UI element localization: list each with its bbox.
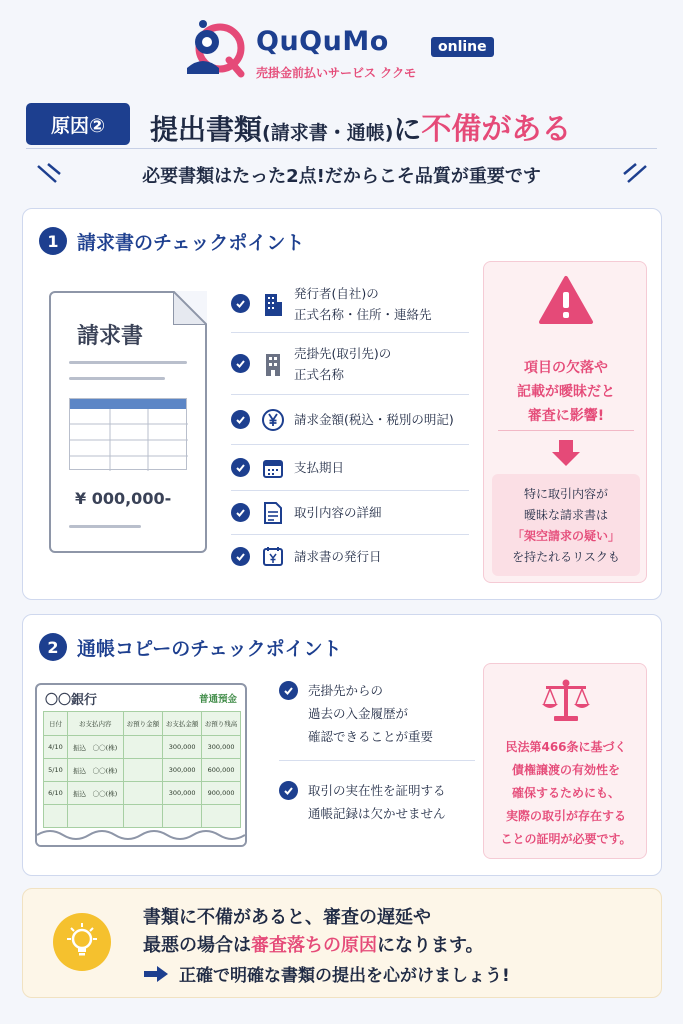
check-line-2: 正式名称 — [294, 366, 345, 382]
law-line-3: 確保するためにも、 — [511, 786, 620, 800]
invoice-amount: ¥ 000,000- — [75, 489, 172, 508]
risk-line-4: を持たれるリスクも — [512, 550, 620, 564]
office-icon — [260, 351, 286, 377]
ququmo-logo-icon — [183, 18, 245, 78]
title-divider — [26, 148, 657, 149]
table-cell — [44, 805, 68, 828]
risk-line-3: 「架空請求の疑い」 — [511, 529, 620, 543]
check-circle-icon — [279, 781, 298, 800]
check-line-1: 売掛先(取引先)の — [294, 345, 392, 361]
check-line-1: 請求書の発行日 — [294, 548, 382, 564]
warning-panel — [483, 261, 647, 583]
table-cell: 4/10 — [44, 736, 68, 759]
invoice-illustration — [49, 291, 207, 553]
section-number: 2 — [39, 633, 67, 661]
warning-line-3: 審査に影響! — [527, 408, 605, 424]
lightbulb-icon — [53, 913, 111, 971]
check-item-amount — [231, 395, 469, 445]
table-header-row — [44, 712, 241, 736]
table-cell: 900,000 — [202, 782, 241, 805]
table-header: お支払金額 — [163, 712, 202, 736]
law-line-4: 実際の取引が存在する — [505, 809, 626, 823]
torn-edge-graphic — [37, 827, 247, 847]
check-line-1: 売掛先からの — [308, 683, 384, 698]
check-circle-icon — [231, 294, 250, 313]
check-item-customer — [231, 333, 469, 395]
check-item-issuer — [231, 275, 469, 333]
summary-line-2-post: になります。 — [377, 935, 484, 956]
table-row — [44, 759, 241, 782]
table-header: 日付 — [44, 712, 68, 736]
building-icon — [260, 291, 286, 317]
invoice-doc-title: 請求書 — [77, 324, 144, 349]
doc-line — [69, 525, 141, 528]
risk-line-1: 特に取引内容が — [523, 487, 608, 501]
table-cell — [202, 805, 241, 828]
invoice-table-graphic — [69, 398, 187, 470]
check-circle-icon — [279, 681, 298, 700]
brand-tagline: 売掛金前払いサービス ククモ — [256, 66, 417, 80]
warning-message — [484, 356, 648, 428]
checklist-divider — [279, 760, 475, 761]
yen-icon — [260, 407, 286, 433]
table-row — [44, 782, 241, 805]
warning-line-1: 項目の欠落や — [524, 360, 608, 376]
table-cell: 振込 〇〇(株) — [67, 736, 123, 759]
summary-line-1: 書類に不備があると、審査の遅延や — [143, 907, 431, 928]
document-icon — [260, 500, 286, 526]
risk-line-2: 曖昧な請求書は — [523, 508, 608, 522]
table-cell: 300,000 — [163, 736, 202, 759]
summary-line-2 — [143, 931, 484, 957]
table-cell — [123, 782, 163, 805]
summary-highlight: 審査落ちの原因 — [251, 935, 377, 956]
check-item-transaction-proof — [279, 779, 475, 825]
passbook-section — [22, 614, 662, 876]
table-cell — [123, 736, 163, 759]
table-cell: 5/10 — [44, 759, 68, 782]
table-row — [44, 805, 241, 828]
check-line-1: 取引の実在性を証明する — [308, 783, 446, 798]
check-line-1: 請求金額(税込・税別の明記) — [294, 412, 454, 427]
table-cell — [123, 759, 163, 782]
law-line-5: ことの証明が必要です。 — [500, 832, 632, 846]
doc-line — [69, 361, 187, 364]
section-title: 通帳コピーのチェックポイント — [77, 637, 342, 660]
law-line-2: 債権譲渡の有効性を — [511, 763, 620, 777]
warning-triangle-icon — [538, 274, 594, 326]
table-row — [44, 736, 241, 759]
legal-note-panel — [483, 663, 647, 859]
table-cell: 300,000 — [163, 782, 202, 805]
check-item-details — [231, 491, 469, 535]
table-cell: 600,000 — [202, 759, 241, 782]
cause-badge: 原因② — [26, 103, 130, 145]
title-connector: に — [393, 113, 422, 146]
page-fold-icon — [173, 291, 207, 325]
check-line-1: 取引内容の詳細 — [294, 505, 382, 520]
brand-badge: online — [431, 37, 494, 57]
arrow-down-icon — [550, 438, 582, 468]
check-item-payment-history — [279, 679, 475, 748]
table-cell — [163, 805, 202, 828]
check-line-2: 正式名称・住所・連絡先 — [294, 306, 432, 322]
check-line-2: 通帳記録は欠かせません — [308, 806, 446, 821]
summary-box — [22, 888, 662, 998]
table-header: お預り残高 — [202, 712, 241, 736]
table-cell: 振込 〇〇(株) — [67, 782, 123, 805]
check-line-1: 支払期日 — [294, 460, 345, 475]
table-cell: 振込 〇〇(株) — [67, 759, 123, 782]
brand-name: QuQuMo — [256, 26, 389, 57]
table-header: お預り金額 — [123, 712, 163, 736]
page-title — [150, 104, 571, 148]
check-circle-icon — [231, 410, 250, 429]
table-cell: 300,000 — [202, 736, 241, 759]
doc-line — [69, 377, 165, 380]
section-title: 請求書のチェックポイント — [77, 231, 305, 254]
invoice-section — [22, 208, 662, 600]
table-cell — [67, 805, 123, 828]
check-circle-icon — [231, 354, 250, 373]
title-main: 提出書類 — [150, 113, 263, 146]
check-circle-icon — [231, 458, 250, 477]
risk-note — [492, 474, 640, 576]
passbook-section-header — [39, 633, 342, 661]
subtitle: 必要書類はたった2点!だからこそ品質が重要です — [142, 166, 541, 187]
passbook-account-type: 普通預金 — [198, 694, 237, 705]
summary-call-to-action: 正確で明確な書類の提出を心がけましょう! — [179, 966, 510, 986]
table-cell: 300,000 — [163, 759, 202, 782]
yen-calendar-icon — [260, 543, 286, 569]
table-cell — [123, 805, 163, 828]
check-line-2: 過去の入金履歴が — [308, 706, 409, 721]
passbook-checklist — [279, 679, 475, 825]
passbook-bank-name: 〇〇銀行 — [45, 693, 98, 708]
check-line-1: 発行者(自社)の — [294, 285, 379, 301]
warning-divider — [498, 430, 634, 431]
brand-header — [0, 14, 683, 86]
arrow-right-icon — [143, 965, 169, 983]
warning-line-2: 記載が曖昧だと — [517, 384, 615, 400]
table-cell: 6/10 — [44, 782, 68, 805]
passbook-illustration — [35, 683, 247, 847]
check-item-issue-date — [231, 535, 469, 577]
law-line-1: 民法第466条に基づく — [505, 740, 627, 754]
check-item-due-date — [231, 445, 469, 491]
accent-lines-right-icon — [620, 162, 650, 186]
section-number: 1 — [39, 227, 67, 255]
check-line-3: 確認できることが重要 — [308, 729, 434, 744]
summary-line-2-pre: 最悪の場合は — [143, 935, 251, 956]
check-circle-icon — [231, 547, 250, 566]
invoice-section-header — [39, 227, 304, 255]
invoice-checklist — [231, 275, 469, 577]
summary-line-3 — [143, 961, 510, 986]
calendar-icon — [260, 455, 286, 481]
title-highlight: 不備がある — [421, 112, 572, 147]
check-circle-icon — [231, 503, 250, 522]
passbook-table — [43, 711, 241, 828]
title-paren: (請求書・通帳) — [262, 122, 394, 144]
table-header: お支払内容 — [67, 712, 123, 736]
scales-icon — [540, 678, 592, 724]
